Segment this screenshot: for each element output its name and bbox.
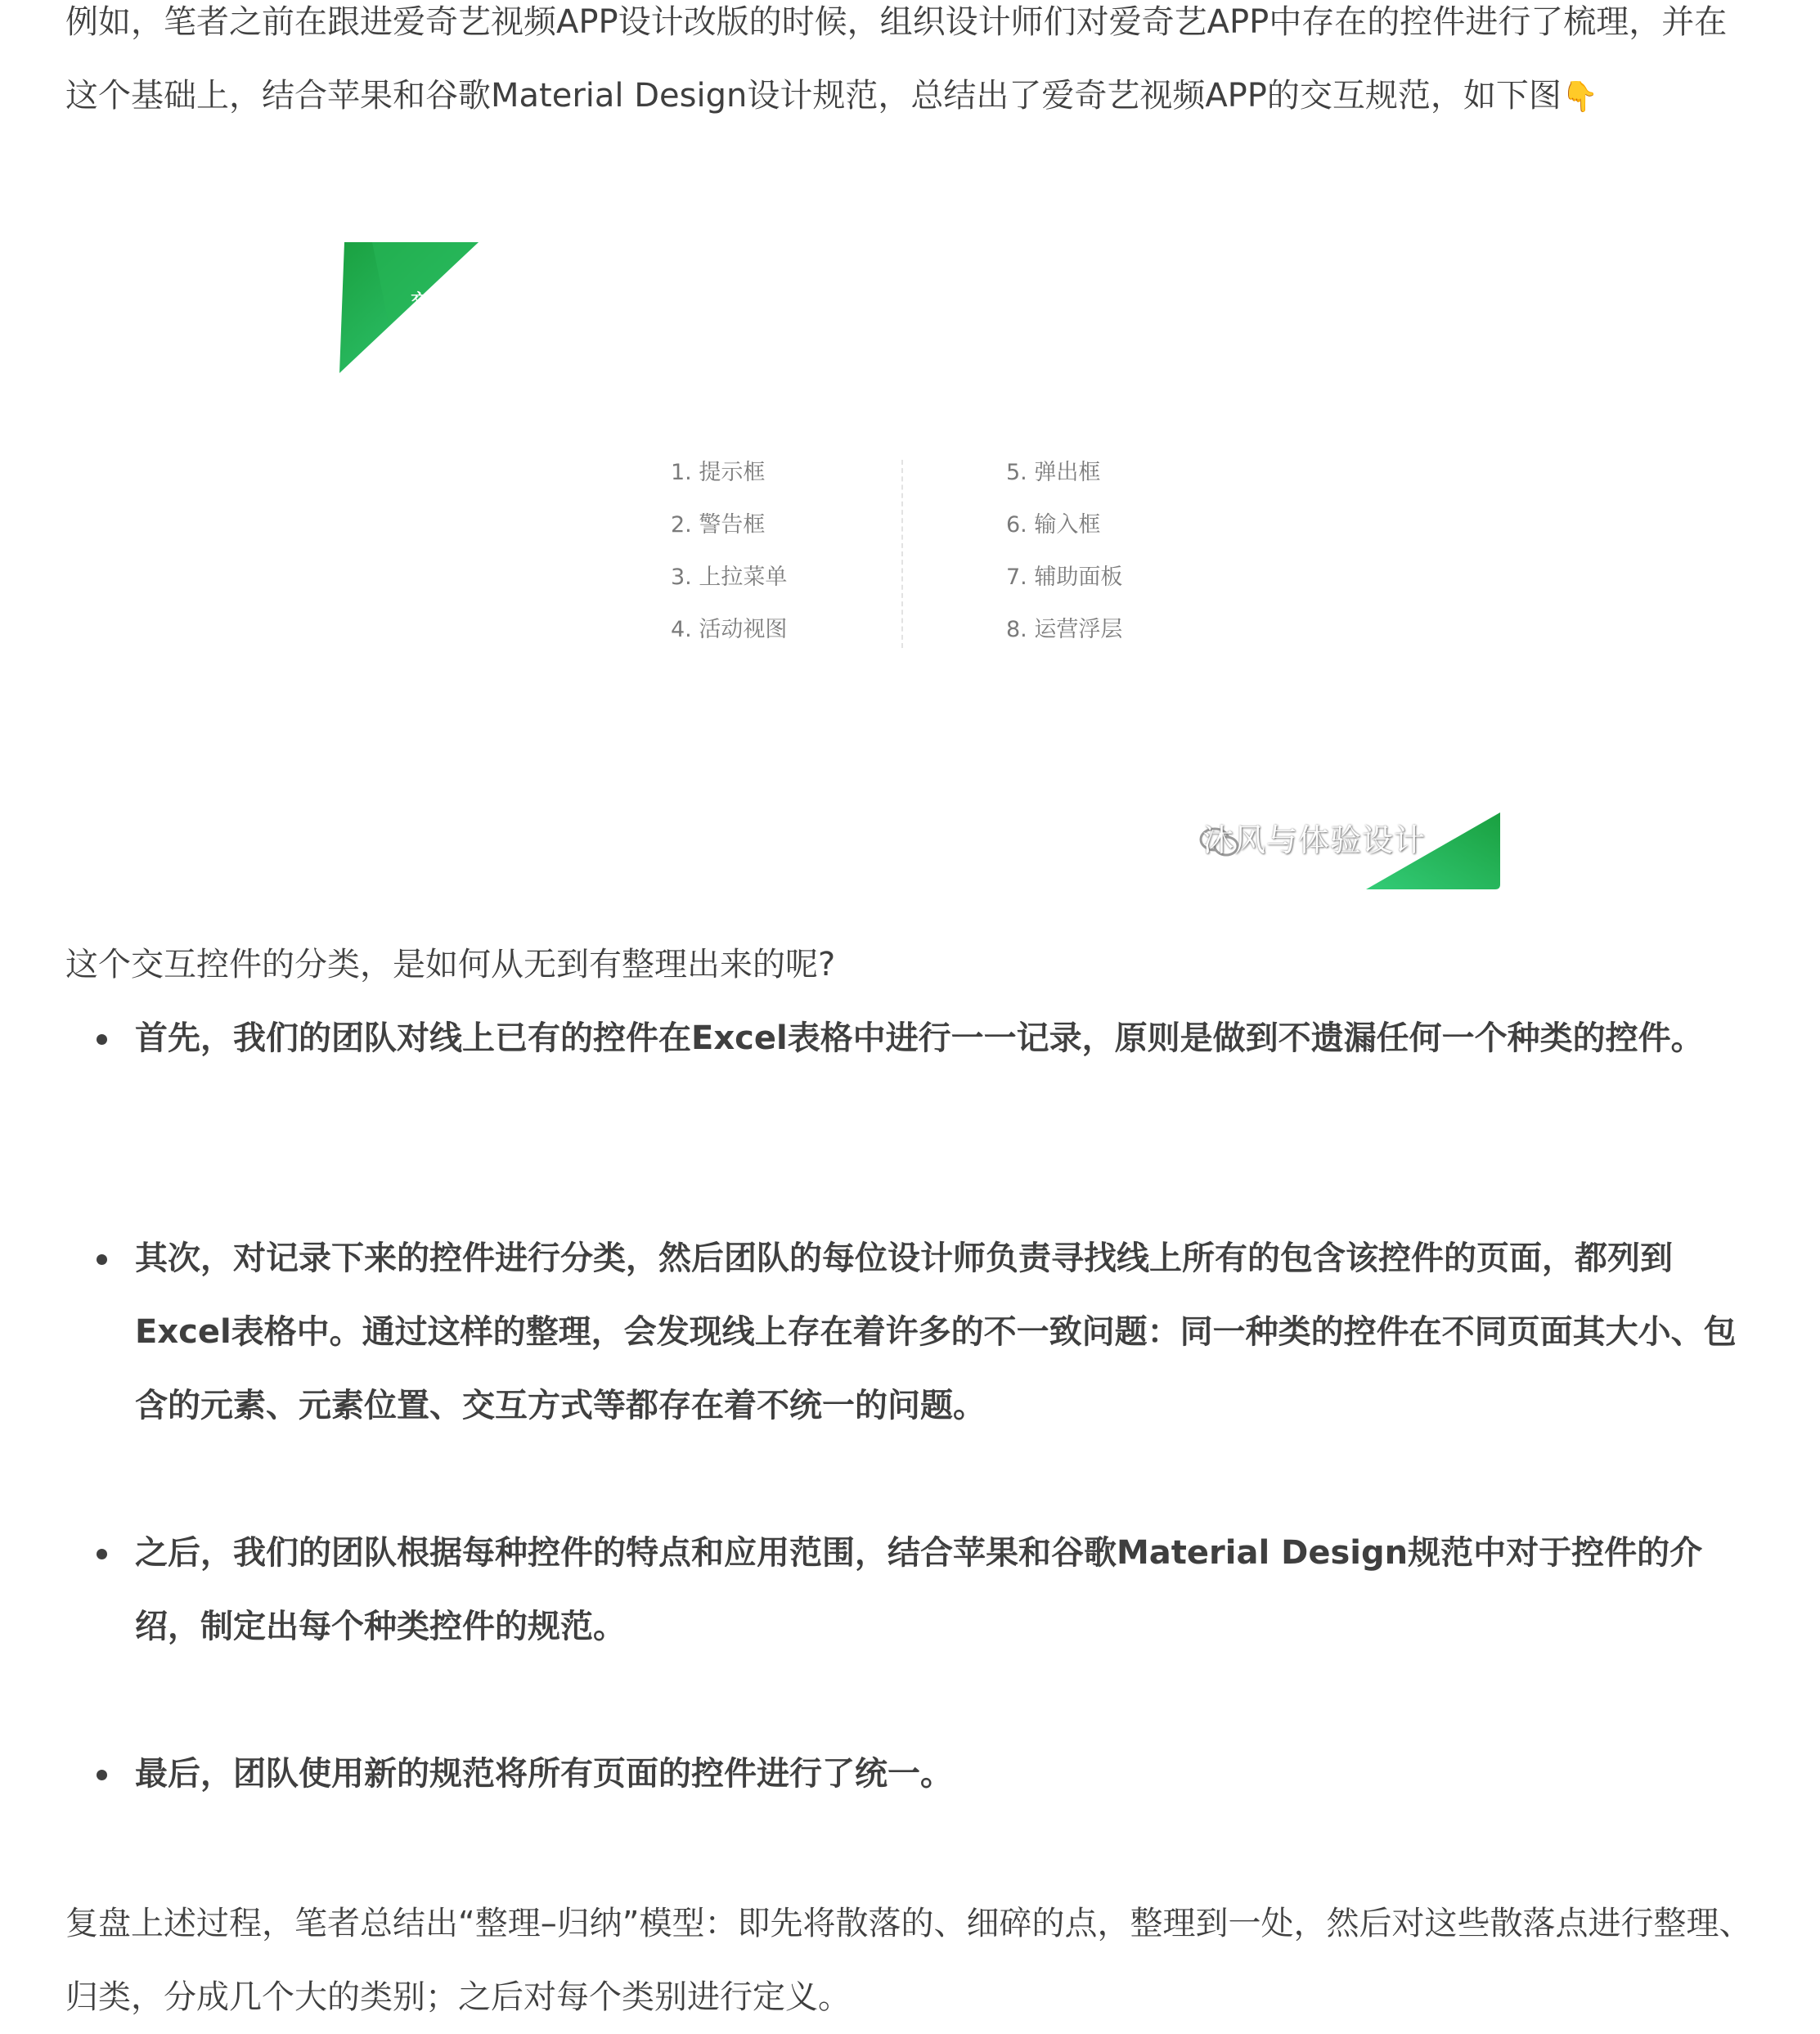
watermark-text: 沐风与体验设计 — [1202, 822, 1427, 858]
column-divider — [901, 460, 903, 648]
bullet-item-fourth: 最后，团队使用新的规范将所有页面的控件进行了统一。 — [135, 1737, 1759, 1811]
intro-paragraph — [65, 0, 1759, 134]
controls-column-left — [671, 447, 787, 656]
pointing-down-icon: 👇 — [1561, 80, 1598, 114]
question-paragraph: 这个交互控件的分类，是如何从无到有整理出来的呢? — [65, 946, 836, 983]
control-item: 5. 弹出框 — [1006, 460, 1101, 485]
bullet-item-first: 首先，我们的团队对线上已有的控件在Excel表格中进行一一记录，原则是做到不遗漏任何一个种类的控件。 — [135, 1001, 1759, 1075]
control-item: 4. 活动视图 — [671, 617, 788, 642]
control-item: 1. 提示框 — [671, 460, 766, 485]
bullet-item-second: 其次，对记录下来的控件进行分类，然后团队的每位设计师负责寻找线上所有的包含该控件的页面，都列到Excel表格中。通过这样的整理，会发现线上存在着许多的不一致问题：同一种类的控件在不同页面其大小、包含的元素、元素位置、交互方式等都存在着不统一的问题。 — [135, 1222, 1759, 1442]
controls-list — [671, 447, 1162, 651]
control-item: 6. 输入框 — [1006, 512, 1101, 538]
controls-column-right — [1006, 447, 1122, 656]
control-item: 7. 辅助面板 — [1006, 565, 1123, 590]
control-item: 8. 运营浮层 — [1006, 617, 1123, 642]
intro-text: 例如，笔者之前在跟进爱奇艺视频APP设计改版的时候，组织设计师们对爱奇艺APP中存在的控件进行了梳理，并在这个基础上，结合苹果和谷歌Material Design设计规范，总结出了爱奇艺视频APP的交互规范，如下图 — [65, 3, 1728, 115]
control-item: 2. 警告框 — [671, 512, 766, 538]
badge-title: 交互控件 — [411, 291, 483, 312]
control-item: 3. 上拉菜单 — [671, 565, 788, 590]
bullet-item-third: 之后，我们的团队根据每种控件的特点和应用范围，结合苹果和谷歌Material Design规范中对于控件的介绍，制定出每个种类控件的规范。 — [135, 1516, 1759, 1663]
summary-paragraph: 复盘上述过程，笔者总结出“整理–归纳”模型：即先将散落的、细碎的点，整理到一处，然后对这些散落点进行整理、归类，分成几个大的类别；之后对每个类别进行定义。 — [65, 1905, 1752, 2016]
interaction-controls-figure — [65, 226, 1759, 913]
